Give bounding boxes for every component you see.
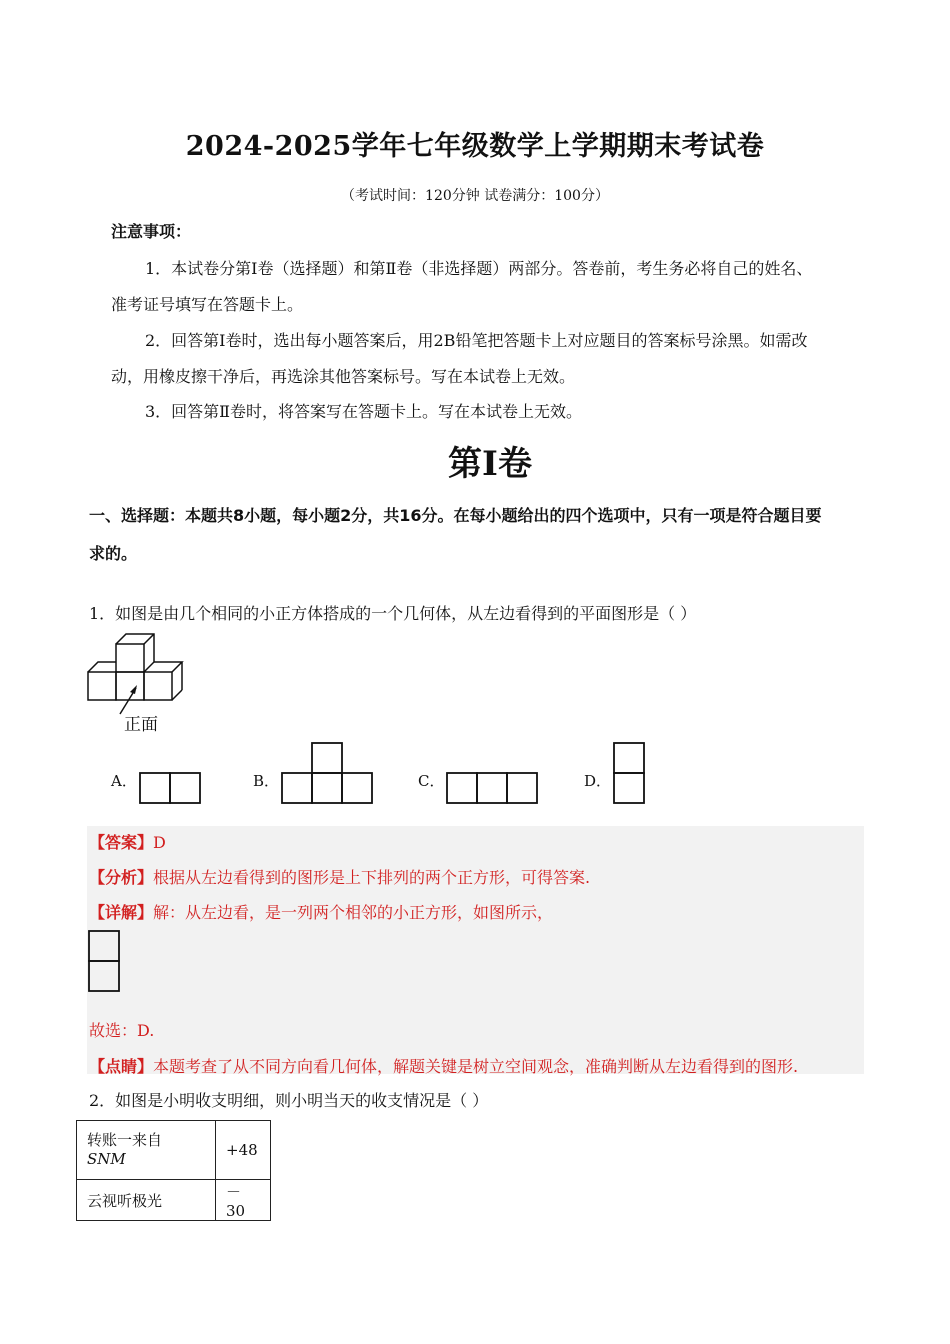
notice-line: 3．回答第Ⅱ卷时，将答案写在答题卡上。写在本试卷上无效。 [145,402,583,421]
exam-title: 2024-2025学年七年级数学上学期期末考试卷 [185,131,765,162]
solution-box [87,826,864,1074]
detail-tag: 【详解】 [89,903,154,922]
notice-line: 准考证号填写在答题卡上。 [111,295,304,314]
section-heading: 一、选择题：本题共8小题，每小题2分，共16分。在每小题给出的四个选项中，只有一项是符合题目要 [89,506,822,525]
analysis-text: 根据从左边看得到的图形是上下排列的两个正方形，可得答案. [153,868,591,887]
transaction-table [76,1120,271,1221]
analysis-line [89,865,590,888]
answer-tag: 【答案】 [89,833,154,852]
option-b-label: B． [253,772,280,790]
question-2-stem: 2．如图是小明收支明细，则小明当天的收支情况是（ ） [89,1091,489,1110]
table-row [77,1180,271,1221]
front-label: 正面 [124,715,158,735]
comment-text: 本题考查了从不同方向看几何体，解题关键是树立空间观念，准确判断从左边看得到的图形. [153,1057,799,1076]
table-cell-amount: +48 [216,1121,271,1180]
notice-line: 1．本试卷分第Ⅰ卷（选择题）和第Ⅱ卷（非选择题）两部分。答卷前，考生务必将自己的姓名、 [145,259,813,278]
option-d-figure [613,742,647,806]
question-1-stem: 1．如图是由几个相同的小正方体搭成的一个几何体，从左边看得到的平面图形是（ ） [89,604,697,623]
detail-line [89,900,553,923]
analysis-tag: 【分析】 [89,868,154,887]
table-cell-desc [77,1121,216,1180]
table-row [77,1121,271,1180]
solution-figure [88,930,122,994]
table-cell-desc: 云视听极光 [77,1180,216,1221]
option-b-figure [281,742,375,806]
option-c-figure [446,772,540,806]
desc-line: SNM [87,1150,126,1168]
choice-line: 故选：D. [89,1021,155,1040]
answer-line [89,830,166,853]
notice-line: 动，用橡皮擦干净后，再选涂其他答案标号。写在本试卷上无效。 [111,367,576,386]
detail-text: 解：从左边看，是一列两个相邻的小正方形，如图所示， [153,903,554,922]
table-cell-amount: －30 [216,1180,271,1221]
notice-line: 2．回答第Ⅰ卷时，选出每小题答案后，用2B铅笔把答题卡上对应题目的答案标号涂黑。如需改 [145,331,808,350]
exam-subtitle: （考试时间：120分钟 试卷满分：100分） [341,188,609,204]
option-a-figure [139,772,203,806]
option-a-label: A． [111,772,137,790]
option-d-label: D． [584,772,612,790]
comment-tag: 【点睛】 [89,1057,154,1076]
desc-line: 转账一来自 [87,1131,163,1149]
section-heading-cont: 求的。 [89,544,138,563]
option-c-label: C． [418,772,445,790]
volume-title: 第I卷 [448,444,532,484]
comment-line [89,1054,798,1077]
notice-heading: 注意事项： [111,222,192,241]
answer-value: D [153,833,166,852]
